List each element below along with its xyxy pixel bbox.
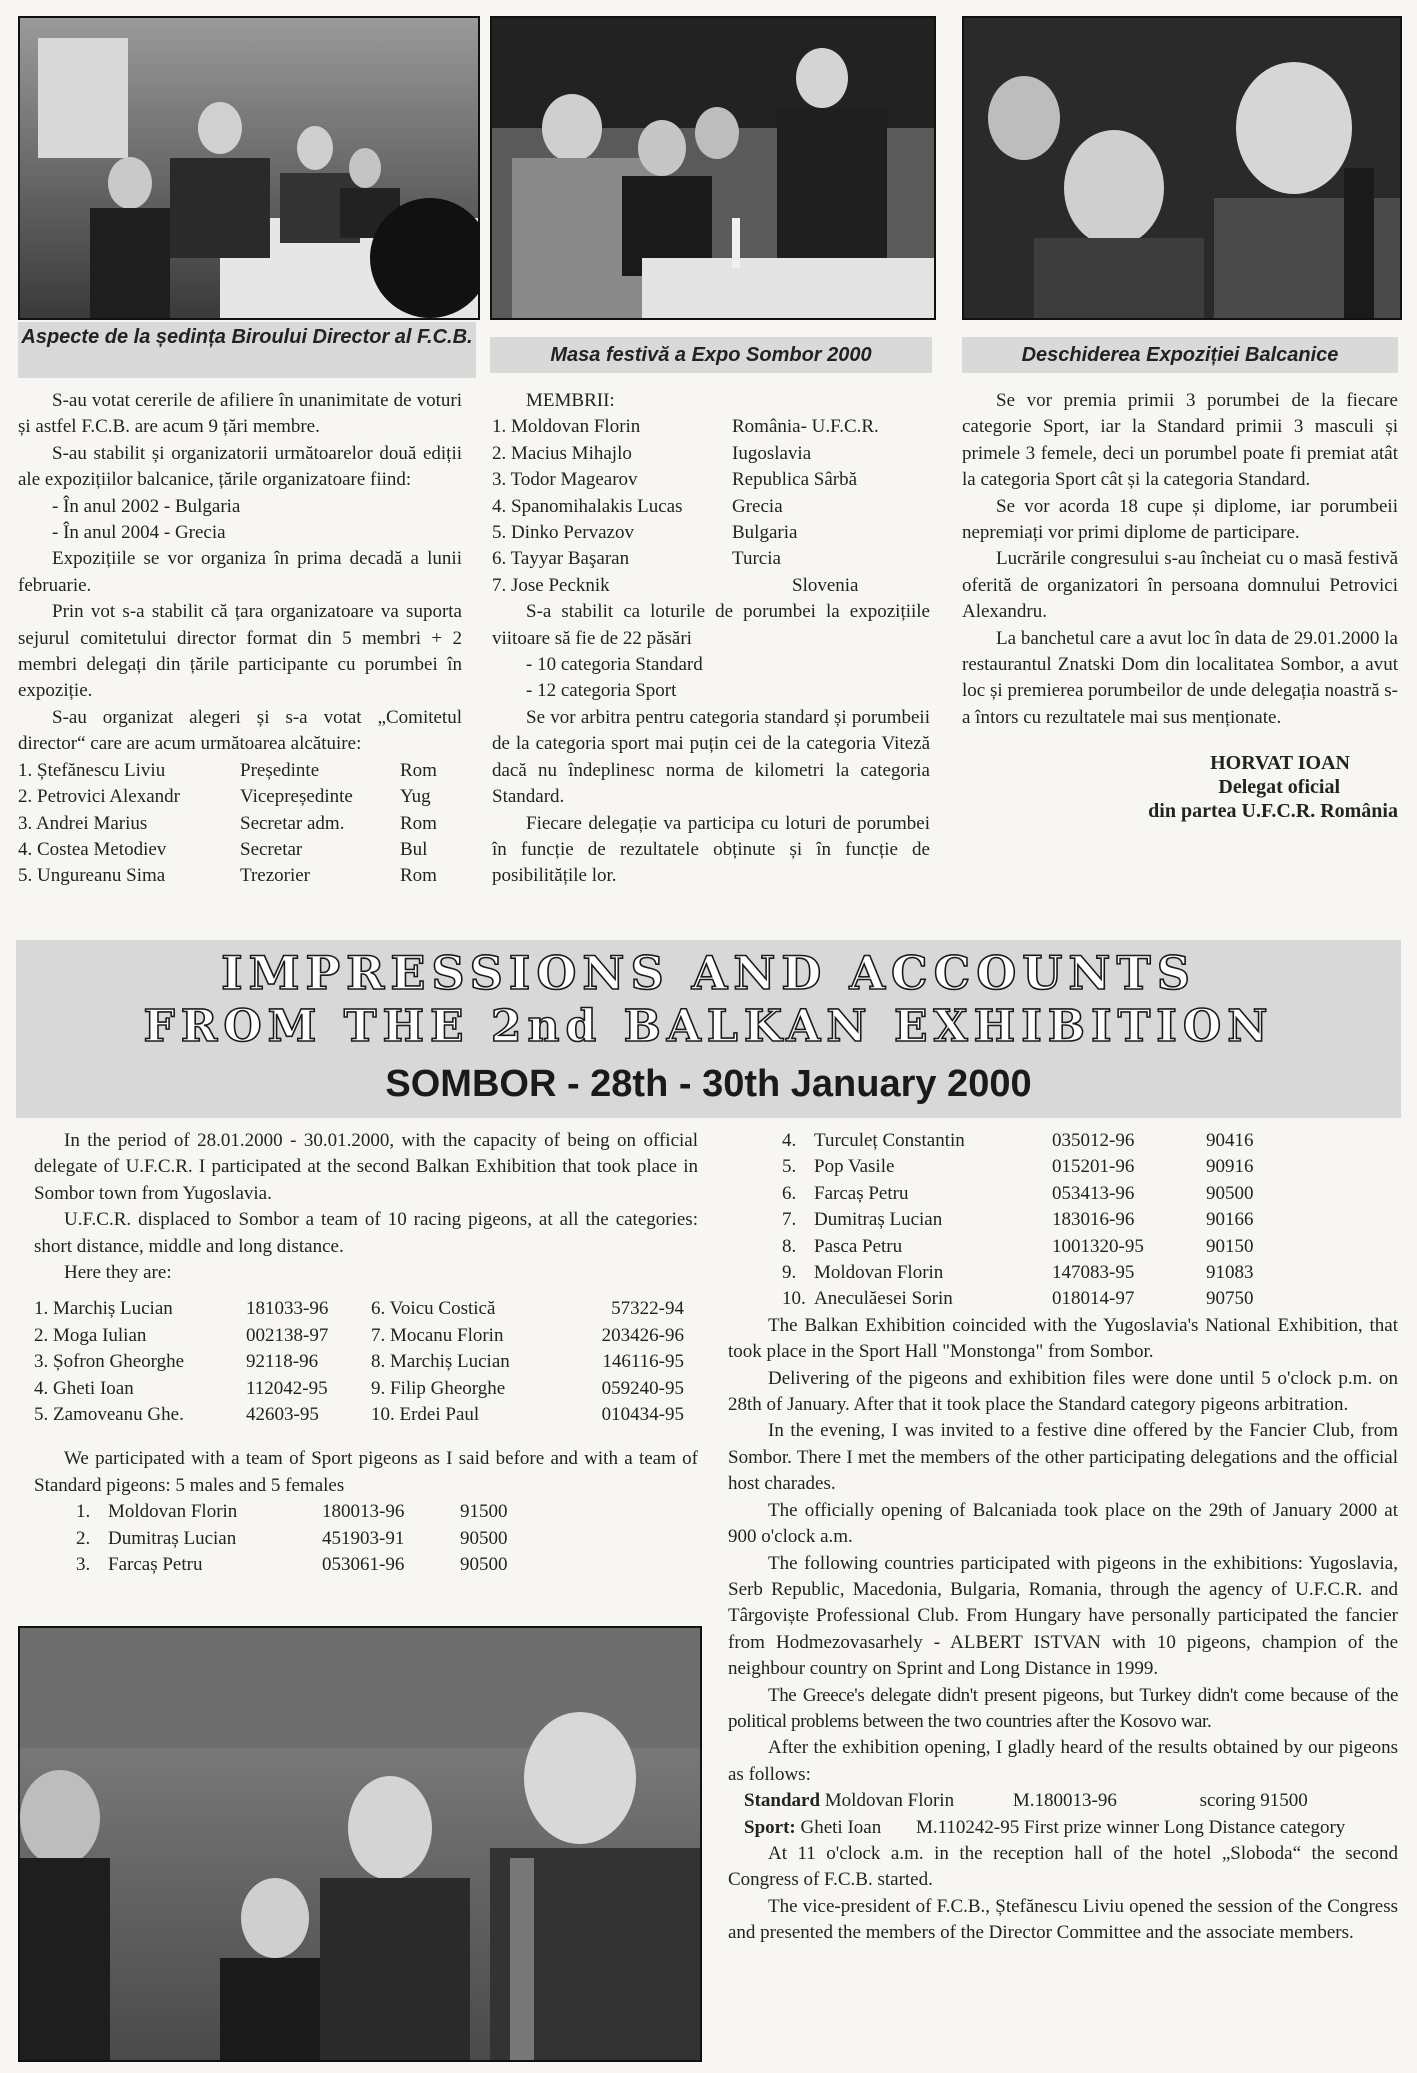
- cell: 4. Spanomihalakis Lucas: [492, 495, 683, 517]
- column-3: [962, 388, 1398, 823]
- cell: 015201-96: [1052, 1156, 1135, 1178]
- cell: 1001320-95: [1052, 1235, 1144, 1257]
- cell: 7. Jose Pecknik: [492, 574, 610, 596]
- cell: Bulgaria: [732, 522, 798, 544]
- cell: 91083: [1206, 1262, 1254, 1284]
- cell: 9.: [782, 1262, 797, 1284]
- result-standard: [728, 1788, 1398, 1814]
- column-1: [18, 388, 462, 890]
- cell: Dumitraș Lucian: [108, 1527, 237, 1549]
- table-row: [782, 1260, 1254, 1286]
- paragraph: After the exhibition opening, I gladly heard of the results obtained by our pigeons as follows:: [728, 1737, 1398, 1785]
- cell: 4.: [782, 1130, 797, 1151]
- cell: 90500: [460, 1527, 508, 1549]
- paragraph: We participated with a team of Sport pigeons as I said before and with a team of Standard pigeons: 5 males and 5 females: [34, 1448, 698, 1496]
- result-detail: M.110242-95 First prize winner Long Distance category: [915, 1816, 1346, 1838]
- paragraph: S-au stabilit și organizatorii următoarelor două ediții ale expozițiilor balcanice, țările organizatoare fiind:: [18, 442, 462, 491]
- result-sport: [728, 1815, 1398, 1841]
- headline-line-2: FROM THE 2nd BALKAN EXHIBITION: [143, 1001, 1274, 1052]
- cell: 2.: [76, 1527, 91, 1549]
- table-row: [76, 1526, 508, 1552]
- cell: 9. Filip Gheorghe: [371, 1377, 506, 1399]
- cell: 1. Moldovan Florin: [492, 416, 641, 438]
- table-row: [34, 1402, 684, 1428]
- cell: România- U.F.C.R.: [732, 416, 879, 438]
- paragraph: The Balkan Exhibition coincided with the Yugoslavia's National Exhibition, that took place in the Sport Hall "Monstonga" from Sombor.: [728, 1314, 1398, 1363]
- cell: 018014-97: [1052, 1288, 1135, 1310]
- paragraph: Here they are:: [64, 1262, 172, 1284]
- cell: 90500: [1206, 1182, 1254, 1204]
- paragraph: The following countries participated with pigeons in the exhibitions: Yugoslavia, Serb Republic, Macedonia, Bulgaria, Romania, through the agency of U.F.C.R. and Târgoviște Professional Club. From Hungary have personally participated the fancier from Hodmezovasarhely - ALBERT ISTVAN with 10 pigeons, champion of the neighbour country on Sprint and Long Distance in 1999.: [728, 1552, 1398, 1680]
- paragraph: U.F.C.R. displaced to Sombor a team of 10 racing pigeons, at all the categories: short distance, middle and long distance.: [34, 1209, 698, 1257]
- cell: 181033-96: [246, 1298, 329, 1320]
- result-label: Standard: [744, 1790, 821, 1812]
- cell: Secretar: [240, 838, 303, 860]
- cell: Turculeț Constantin: [814, 1130, 965, 1151]
- cell: Farcaș Petru: [814, 1182, 909, 1204]
- cell: Aneculăesei Sorin: [814, 1288, 953, 1310]
- cell: 3. Andrei Marius: [18, 812, 148, 834]
- table-row: [782, 1286, 1254, 1312]
- cell: Turcia: [732, 548, 781, 570]
- cell: 059240-95: [601, 1377, 684, 1399]
- cell: 035012-96: [1052, 1130, 1135, 1151]
- signature-title: Delegat oficial: [1218, 776, 1340, 799]
- result-name: Gheti Ioan: [800, 1816, 882, 1838]
- column-2: [492, 388, 930, 890]
- paragraph: - În anul 2002 - Bulgaria: [52, 495, 241, 517]
- result-score: scoring 91500: [1199, 1790, 1308, 1812]
- paragraph: S-au votat cererile de afiliere în unanimitate de voturi și astfel F.C.B. are acum 9 țări membre.: [18, 390, 462, 438]
- table-row: [76, 1552, 508, 1578]
- cell: 92118-96: [246, 1351, 319, 1373]
- cell: Vicepreședinte: [240, 786, 353, 808]
- cell: 183016-96: [1052, 1209, 1135, 1231]
- table-row: [18, 837, 462, 863]
- cell: 2. Macius Mihajlo: [492, 442, 632, 464]
- cell: 90750: [1206, 1288, 1254, 1310]
- cell: 4. Costea Metodiev: [18, 838, 167, 860]
- cell: 6. Tayyar Başaran: [492, 548, 630, 570]
- table-row: [18, 758, 462, 784]
- cell: 7. Mocanu Florin: [371, 1324, 504, 1346]
- paragraph: Se vor premia primii 3 porumbei de la fiecare categorie Sport, iar la Standard primii 3 masculi și primele 3 femele, deci un porumbel poate fi premiat atât la categoria Sport cât și la categoria Standard.: [962, 390, 1398, 491]
- paragraph: In the evening, I was invited to a festive dine offered by the Fancier Club, from Sombor. There I met the members of the other participating delegations and the official host charades.: [728, 1420, 1398, 1495]
- cell: Bul: [400, 838, 428, 860]
- signature-name: HORVAT IOAN: [1210, 752, 1350, 775]
- cell: Slovenia: [792, 574, 859, 596]
- cell: 57322-94: [611, 1298, 684, 1320]
- headline-line-1: IMPRESSIONS AND ACCOUNTS: [221, 946, 1196, 1000]
- team-table: [34, 1296, 684, 1428]
- signature-org: din partea U.F.C.R. România: [1148, 800, 1398, 823]
- table-row: [492, 546, 930, 572]
- result-label: Sport:: [744, 1816, 796, 1838]
- table-row: [34, 1296, 684, 1322]
- lower-right-column: [728, 1128, 1398, 1947]
- cell: Președinte: [240, 759, 320, 781]
- photo-festive-dinner: [490, 16, 936, 320]
- cell: 180013-96: [322, 1501, 405, 1523]
- paragraph: - 12 categoria Sport: [526, 680, 677, 702]
- paragraph: La banchetul care a avut loc în data de 29.01.2000 la restaurantul Znatski Dom din localitatea Sombor, a avut loc și premierea porumbeilor de unde delegația noastră s-a întors cu rezultatele mai sus menționate.: [962, 627, 1398, 728]
- paragraph: The officially opening of Balcaniada took place on the 29th of January 2000 at 900 o'clock a.m.: [728, 1499, 1398, 1548]
- cell: Secretar adm.: [240, 812, 345, 834]
- cell: 90916: [1206, 1156, 1254, 1178]
- cell: 90416: [1206, 1130, 1254, 1151]
- cell: 451903-91: [322, 1527, 405, 1549]
- cell: 3.: [76, 1554, 91, 1576]
- cell: 91500: [460, 1501, 508, 1523]
- committee-table: [18, 758, 462, 890]
- cell: Yug: [400, 786, 431, 808]
- table-row: [34, 1349, 684, 1375]
- table-row: [18, 784, 462, 810]
- lower-left-column: [34, 1128, 698, 1579]
- cell: Republica Sârbă: [732, 469, 858, 491]
- caption-opening: Deschiderea Expoziției Balcanice: [962, 337, 1398, 373]
- paragraph: The Greece's delegate didn't present pigeons, but Turkey didn't come because of the political problems between the two countries after the Kosovo war.: [728, 1684, 1398, 1732]
- cell: 147083-95: [1052, 1262, 1135, 1284]
- cell: 10. Erdei Paul: [371, 1404, 480, 1426]
- result-name: Moldovan Florin: [824, 1790, 955, 1812]
- table-row: [782, 1128, 1254, 1154]
- cell: 10.: [782, 1288, 806, 1310]
- cell: 053061-96: [322, 1554, 405, 1576]
- paragraph: Delivering of the pigeons and exhibition files were done until 5 o'clock p.m. on 28th of January. After that it took place the Standard category pigeons arbitration.: [728, 1367, 1398, 1416]
- cell: 1. Marchiș Lucian: [34, 1298, 173, 1320]
- result-ring: M.180013-96: [1012, 1790, 1117, 1812]
- cell: 90166: [1206, 1209, 1254, 1231]
- cell: 5. Zamoveanu Ghe.: [34, 1404, 184, 1426]
- table-row: [492, 467, 930, 493]
- paragraph: In the period of 28.01.2000 - 30.01.2000, with the capacity of being on official delegate of U.F.C.R. I participated at the second Balkan Exhibition that took place in Sombor town from Yugoslavia.: [34, 1130, 698, 1204]
- members-heading: MEMBRII:: [526, 390, 615, 411]
- paragraph: Prin vot s-a stabilit că țara organizatoare va suporta sejurul comitetului director format din 5 membri + 2 membri delegați din țările participante cu porumbei în expoziție.: [18, 601, 462, 702]
- cell: Moldovan Florin: [108, 1501, 238, 1523]
- cell: 8.: [782, 1235, 797, 1257]
- cell: 5. Ungureanu Sima: [18, 865, 166, 887]
- table-row: [782, 1181, 1254, 1207]
- headline-line-3: SOMBOR - 28th - 30th January 2000: [385, 1063, 1032, 1105]
- cell: Dumitraș Lucian: [814, 1209, 943, 1231]
- cell: Grecia: [732, 495, 783, 517]
- paragraph: S-au organizat alegeri și s-a votat „Comitetul director“ care are acum următoarea alcătuire:: [18, 706, 462, 755]
- cell: Moldovan Florin: [814, 1262, 944, 1284]
- table-row: [18, 863, 462, 889]
- table-row: [782, 1154, 1254, 1180]
- table-row: [782, 1234, 1254, 1260]
- paragraph: Se vor acorda 18 cupe și diplome, iar porumbeii nepremiați vor primi diplome de participare.: [962, 495, 1398, 544]
- cell: 2. Moga Iulian: [34, 1324, 147, 1346]
- caption-festive-dinner: Masa festivă a Expo Sombor 2000: [490, 337, 932, 373]
- table-row: [492, 520, 930, 546]
- cell: 146116-95: [602, 1351, 684, 1373]
- paragraph: - 10 categoria Standard: [526, 654, 703, 676]
- table-row: [34, 1323, 684, 1349]
- cell: Rom: [400, 865, 437, 887]
- photo-delegation: [18, 1626, 702, 2062]
- caption-meeting: Aspecte de la ședința Biroului Director al F.C.B.: [18, 322, 476, 378]
- table-row: [782, 1207, 1254, 1233]
- table-row: [492, 414, 930, 440]
- paragraph: Se vor arbitra pentru categoria standard și porumbeii de la categoria sport mai puțin cei de la categoria Viteză dacă nu îndeplinesc norma de kilometri la categoria Standard.: [492, 706, 930, 808]
- cell: 203426-96: [601, 1324, 684, 1346]
- cell: 6. Voicu Costică: [371, 1298, 496, 1320]
- photo-meeting: [18, 16, 480, 320]
- photo-opening: [962, 16, 1402, 320]
- table-row: [492, 573, 930, 599]
- cell: 3. Șofron Gheorghe: [34, 1351, 185, 1373]
- cell: 3. Todor Magearov: [492, 469, 638, 491]
- table-row: [76, 1499, 508, 1525]
- standard-table-2: [782, 1128, 1254, 1313]
- cell: Iugoslavia: [732, 442, 812, 464]
- table-row: [34, 1376, 684, 1402]
- cell: Rom: [400, 812, 437, 834]
- table-row: [18, 811, 462, 837]
- cell: Pasca Petru: [814, 1235, 903, 1257]
- cell: 90500: [460, 1554, 508, 1576]
- paragraph: Expozițiile se vor organiza în prima decadă a lunii februarie.: [18, 548, 462, 596]
- paragraph: At 11 o'clock a.m. in the reception hall of the hotel „Sloboda“ the second Congress of F.C.B. started.: [728, 1842, 1398, 1891]
- cell: 5. Dinko Pervazov: [492, 522, 634, 544]
- paragraph: The vice-president of F.C.B., Ștefănescu Liviu opened the session of the Congress and presented the members of the Director Committee and the associate members.: [728, 1895, 1398, 1944]
- cell: Farcaș Petru: [108, 1554, 203, 1576]
- cell: 90150: [1206, 1235, 1254, 1257]
- table-row: [492, 441, 930, 467]
- paragraph: - În anul 2004 - Grecia: [52, 522, 226, 544]
- paragraph: Lucrările congresului s-au încheiat cu o masă festivă oferită de organizatori în persoana domnului Petrovici Alexandru.: [962, 548, 1398, 623]
- paragraph: S-a stabilit ca loturile de porumbei la expozițiile viitoare să fie de 22 păsări: [492, 601, 930, 649]
- cell: 42603-95: [246, 1404, 319, 1426]
- cell: 6.: [782, 1182, 797, 1204]
- cell: 4. Gheti Ioan: [34, 1377, 134, 1399]
- cell: 5.: [782, 1156, 797, 1178]
- cell: 002138-97: [246, 1324, 329, 1346]
- cell: 053413-96: [1052, 1182, 1135, 1204]
- table-row: [492, 494, 930, 520]
- cell: 2. Petrovici Alexandr: [18, 786, 180, 808]
- standard-table-1: [76, 1499, 508, 1578]
- cell: 010434-95: [601, 1404, 684, 1426]
- paragraph: Fiecare delegație va participa cu loturi de porumbei în funcție de rezultatele obținute și în funcție de posibilitățile lor.: [492, 812, 930, 887]
- cell: 112042-95: [246, 1377, 328, 1399]
- members-table: [492, 414, 930, 599]
- cell: 8. Marchiș Lucian: [371, 1351, 510, 1373]
- cell: Rom: [400, 759, 437, 781]
- cell: 7.: [782, 1209, 797, 1231]
- headline-banner: [16, 940, 1401, 1118]
- cell: 1. Ștefănescu Liviu: [18, 759, 166, 781]
- cell: 1.: [76, 1501, 91, 1523]
- cell: Pop Vasile: [814, 1156, 895, 1178]
- cell: Trezorier: [240, 865, 310, 887]
